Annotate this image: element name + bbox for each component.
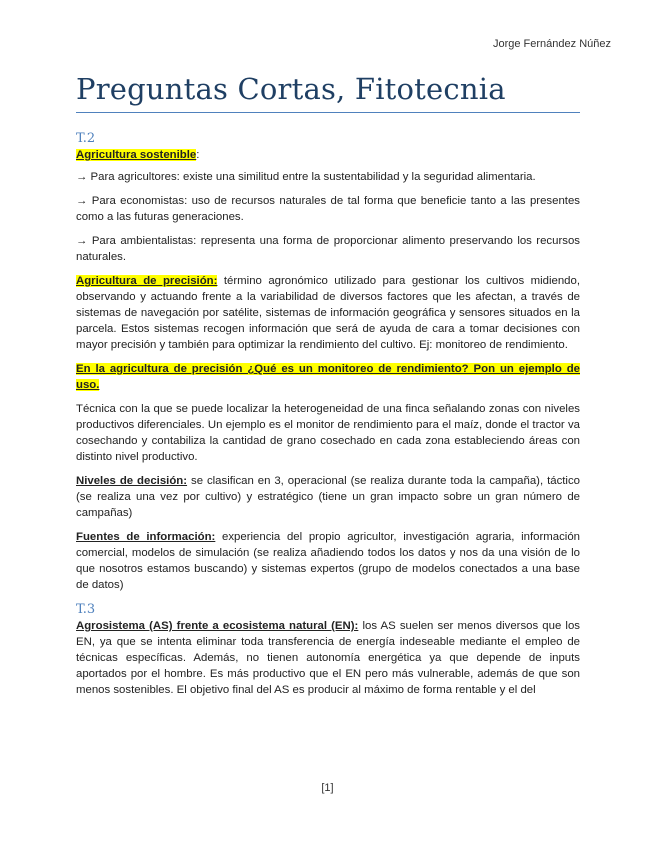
precision-agriculture-paragraph: [76, 273, 580, 353]
information-sources-text: experiencia del propio agricultor, investigación agraria, información comercial, modelos de simulación (se realiza añadiendo todos los datos y nos da una visión de lo que nosotros estamos buscando) y sistemas expertos (grupo de modelos conectados a una base de datos): [76, 531, 580, 591]
sustainable-agriculture-colon: :: [196, 149, 200, 161]
yield-monitoring-question: [76, 361, 580, 393]
definition-environmentalists: → Para ambientalistas: representa una forma de proporcionar alimento preservando los recursos naturales.: [76, 235, 580, 263]
section-heading-t3: T.3: [76, 602, 96, 617]
information-sources-paragraph: [76, 529, 580, 593]
decision-levels-text: se clasifican en 3, operacional (se realiza durante toda la campaña), táctico (se realiza una vez por cultivo) y estratégico (tiene un gran impacto sobre un gran número de campañas): [76, 475, 580, 519]
definition-farmers: → Para agricultores: existe una similitud entre la sustentabilidad y la seguridad alimentaria.: [76, 171, 536, 183]
agrosystem-paragraph: [76, 618, 580, 698]
author-header: Jorge Fernández Núñez: [492, 38, 611, 50]
agrosystem-term: Agrosistema (AS) frente a ecosistema natural (EN):: [76, 620, 359, 632]
precision-agriculture-text: término agronómico utilizado para gestionar los cultivos midiendo, observando y actuando frente a la variabilidad de diversos factores que les afectan, a través de sistemas de navegación por satélite, sistemas de información geográfica y sensores situados en la parcela. Estos sistemas recogen información que será de ayuda de cara a tomar decisiones con mayor precisión y también para optimizar la rendimiento del cultivo. Ej: monitoreo de rendimiento.: [76, 275, 580, 351]
question-text: En la agricultura de precisión ¿Qué es un monitoreo de rendimiento? Pon un ejemplo de uso.: [76, 363, 580, 391]
document-body: [76, 130, 580, 706]
decision-levels-paragraph: [76, 473, 580, 521]
information-sources-term: Fuentes de información:: [76, 531, 216, 543]
decision-levels-term: Niveles de decisión:: [76, 475, 188, 487]
definition-economists: → Para economistas: uso de recursos naturales de tal forma que beneficie tanto a las presentes como a las futuras generaciones.: [76, 195, 580, 223]
page-title: Preguntas Cortas, Fitotecnia: [76, 72, 580, 113]
section-heading-t2: T.2: [76, 131, 96, 146]
sustainable-agriculture-term: Agricultura sostenible: [76, 149, 197, 161]
agrosystem-text: los AS suelen ser menos diversos que los EN, ya que se intenta eliminar toda transferencia de energía indeseable mediante el empleo de técnicas específicas. Además, no tienen autonomía energética ya que depende de inputs aportados por el hombre. Es más productivo que el EN pero más vulnerable, además de que son menos sostenibles. El objetivo final del AS es producir al máximo de forma rentable y el del: [76, 620, 580, 696]
sustainable-agriculture-heading: [76, 147, 580, 163]
yield-monitoring-answer: Técnica con la que se puede localizar la heterogeneidad de una finca señalando zonas con niveles productivos diferenciales. Un ejemplo es el monitor de rendimiento para el maíz, donde el tractor va cosechando y contabiliza la cantidad de grano cosechado en cada zona estableciendo áreas con distinto nivel productivo.: [76, 403, 580, 463]
precision-agriculture-term: Agricultura de precisión:: [76, 275, 218, 287]
page-number: [1]: [321, 782, 334, 794]
